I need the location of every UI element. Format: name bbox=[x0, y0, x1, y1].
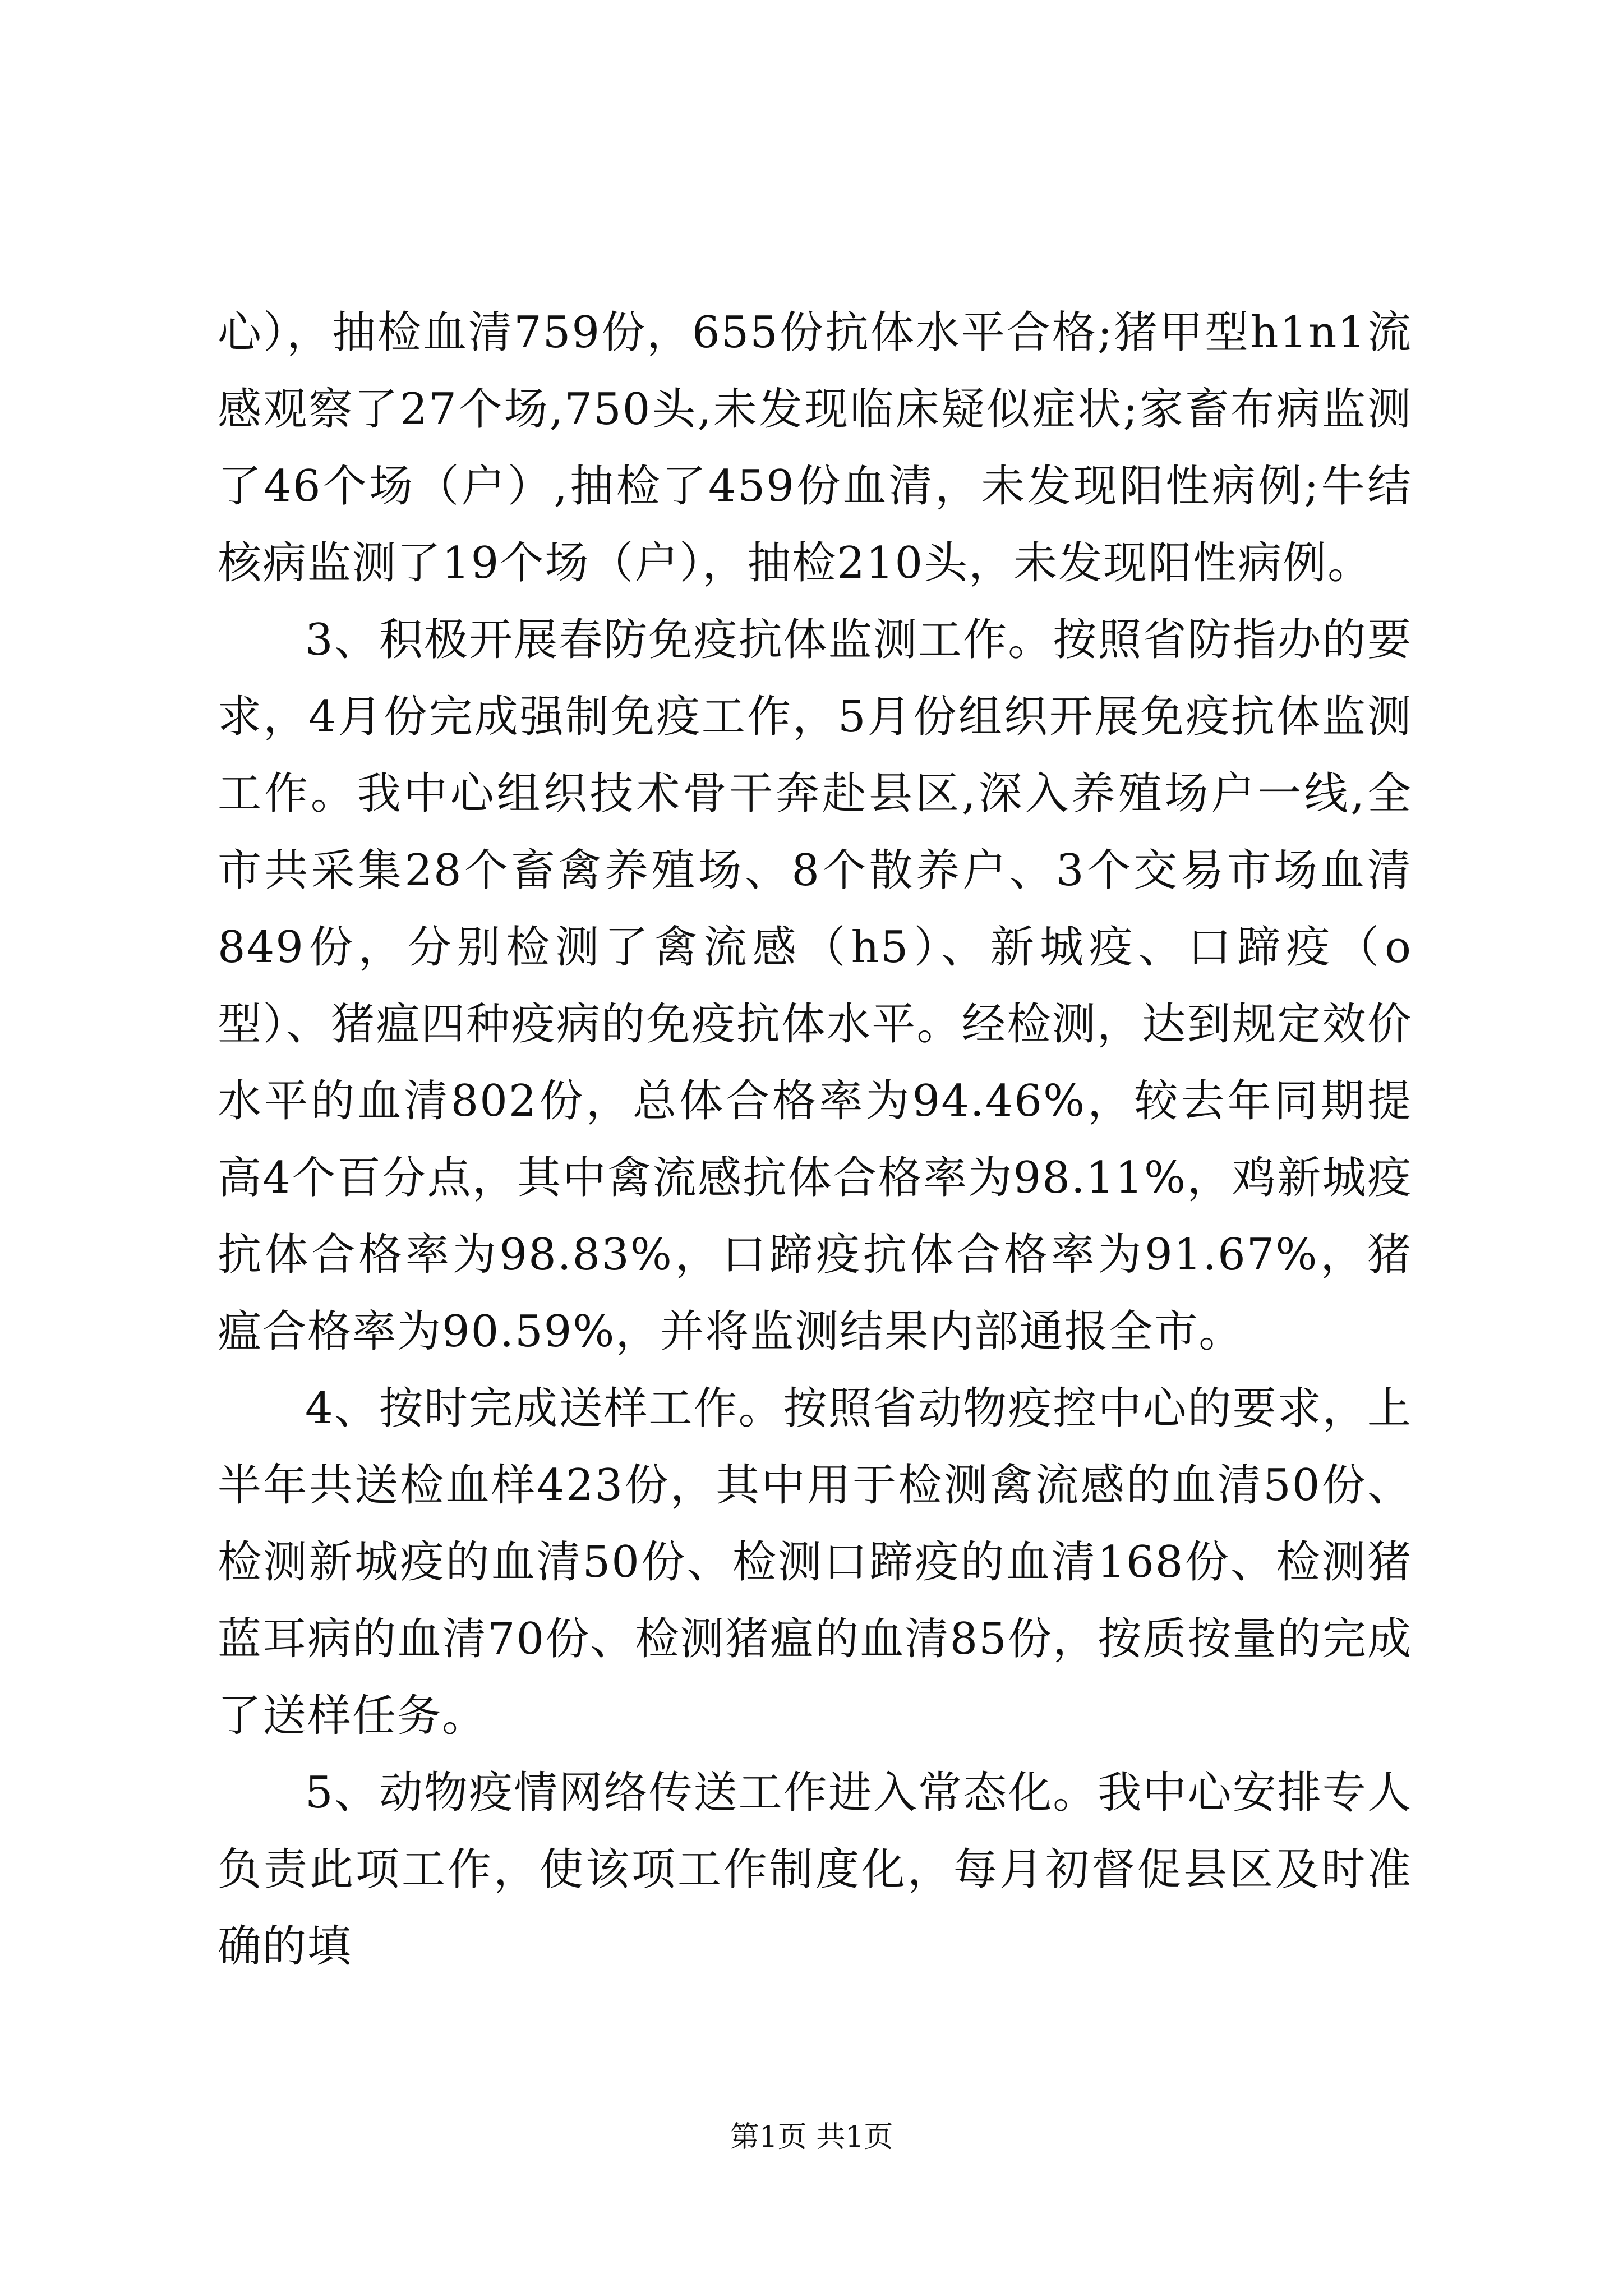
paragraph-section-4: 4、按时完成送样工作。按照省动物疫控中心的要求，上半年共送检血样423份，其中用于检测禽流感的血清50份、检测新城疫的血清50份、检测口蹄疫的血清168份、检测猪蓝耳病的血清70份、检测猪瘟的血清85份，按质按量的完成了送样任务。 bbox=[218, 1383, 1412, 1741]
page-footer: 第1页 共1页 bbox=[730, 2120, 893, 2154]
document-body bbox=[218, 295, 1412, 1985]
paragraph-section-3: 3、积极开展春防免疫抗体监测工作。按照省防指办的要求，4月份完成强制免疫工作，5月份组织开展免疫抗体监测工作。我中心组织技术骨干奔赴县区,深入养殖场户一线,全市共采集28个畜禽养殖场、8个散养户、3个交易市场血清849份，分别检测了禽流感（h5）、新城疫、口蹄疫（o型）、猪瘟四种疫病的免疫抗体水平。经检测，达到规定效价水平的血清802份，总体合格率为94.46%，较去年同期提高4个百分点，其中禽流感抗体合格率为98.11%，鸡新城疫抗体合格率为98.83%，口蹄疫抗体合格率为91.67%，猪瘟合格率为90.59%，并将监测结果内部通报全市。 bbox=[218, 615, 1412, 1357]
paragraph-section-5: 5、动物疫情网络传送工作进入常态化。我中心安排专人负责此项工作，使该项工作制度化，每月初督促县区及时准确的填 bbox=[218, 1768, 1412, 1972]
paragraph-continued: 心），抽检血清759份，655份抗体水平合格;猪甲型h1n1流感观察了27个场,750头,未发现临床疑似症状;家畜布病监测了46个场（户）,抽检了459份血清，未发现阳性病例;牛结核病监测了19个场（户），抽检210头，未发现阳性病例。 bbox=[218, 307, 1412, 588]
